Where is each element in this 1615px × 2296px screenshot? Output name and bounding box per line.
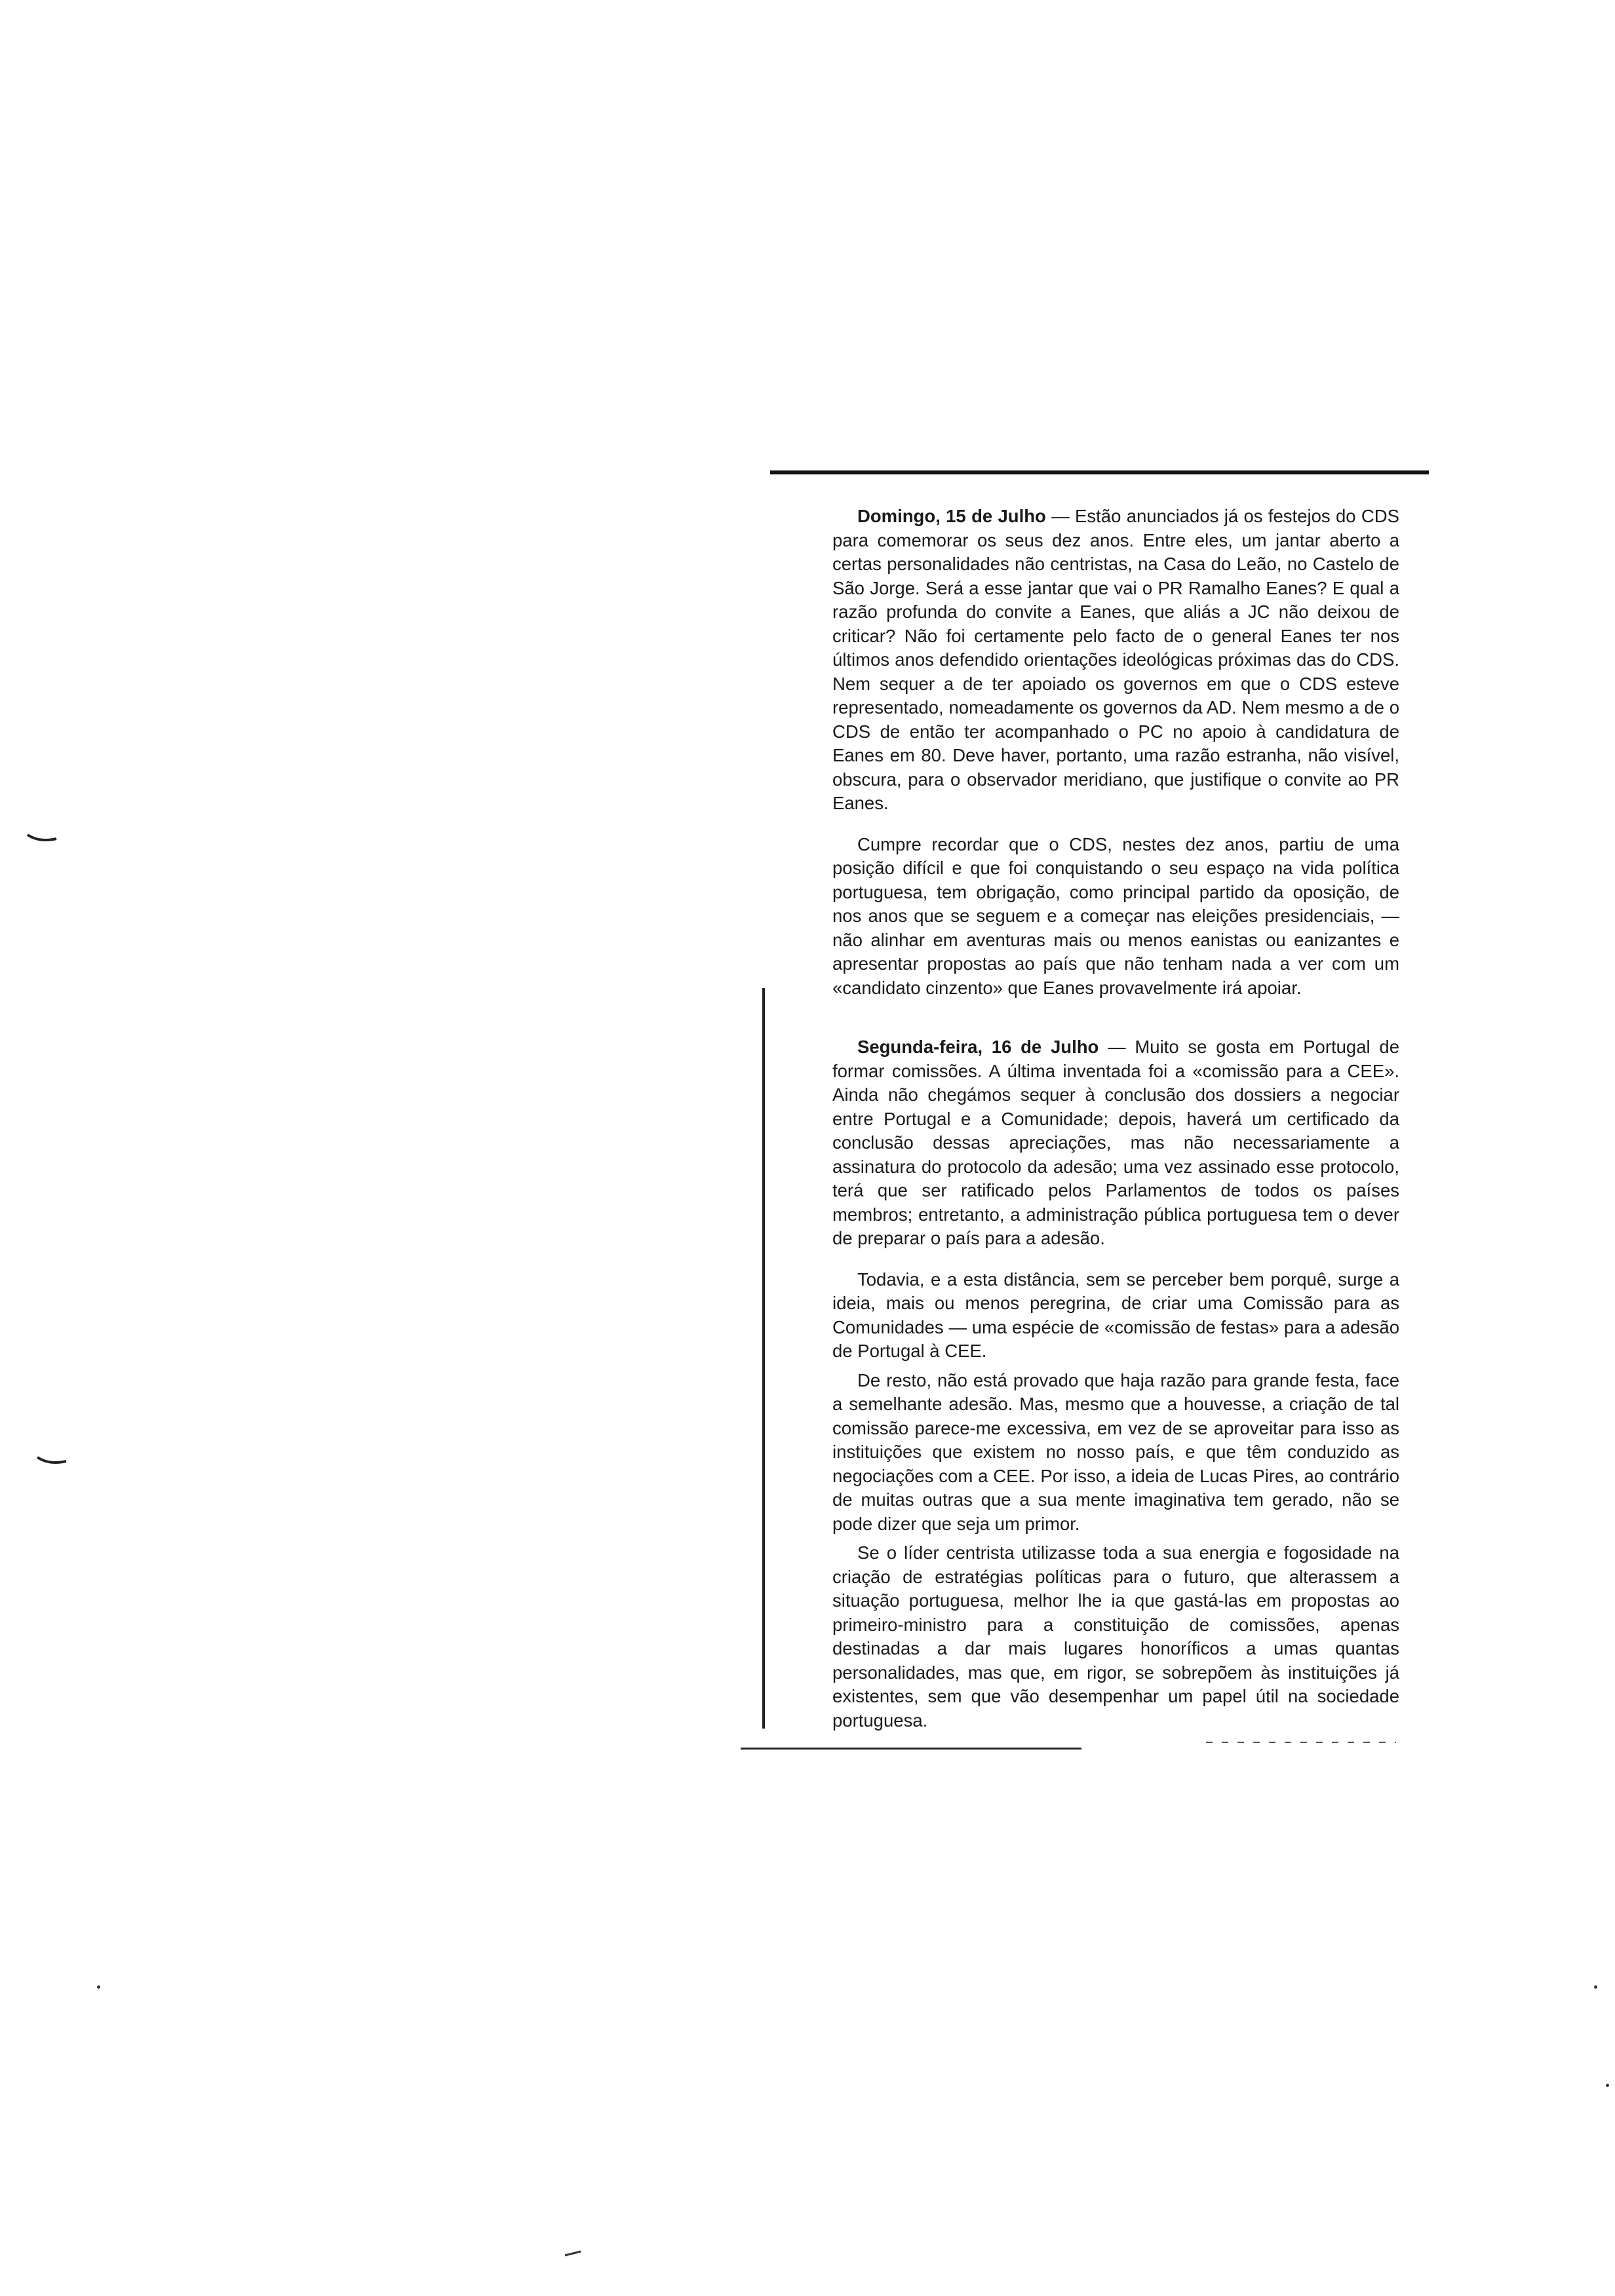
scan-mark-3 (564, 2249, 583, 2258)
margin-bar (762, 988, 765, 1729)
dateline-domingo: Domingo, 15 de Julho (857, 506, 1046, 526)
paragraph-1 (832, 505, 1399, 816)
top-rule (770, 470, 1429, 474)
paragraph-6: Se o líder centrista utilizasse toda a sua energia e fogosidade na criação de estratégias políticas para o futuro, que alterassem a situação portuguesa, melhor lhe ia que gastá-las em propostas ao primeiro-ministro para a constituição de comissões, apenas destinadas a dar mais lugares honoríficos a umas quantas personalidades, mas que, em rigor, se sobrepõem às instituições já existentes, sem que vão desempenhar um papel útil na sociedade portuguesa. (832, 1542, 1399, 1731)
paragraph-2: Cumpre recordar que o CDS, nestes dez anos, partiu de uma posição difícil e que foi conquistando o seu espaço na vida política portuguesa, tem obrigação, como principal partido da oposição, de nos anos que se seguem e a começar nas eleições presidenciais, — não alinhar em aventuras mais ou menos eanistas ou eanizantes e apresentar propostas ao país que não tenham nada a ver com um «candidato cinzento» que Eanes provavelmente irá apoiar. (832, 833, 1399, 998)
bottom-rule (741, 1748, 1081, 1750)
scan-dot-2 (1594, 1985, 1597, 1989)
scan-mark-1 (26, 832, 59, 845)
paragraph-4: Todavia, e a esta distância, sem se perceber bem porquê, surge a ideia, mais ou menos peregrina, de criar uma Comissão para as Comunidades — uma espécie de «comissão de festas» para a adesão de Portugal à CEE. (832, 1269, 1399, 1361)
scan-dot-1 (97, 1985, 100, 1989)
bottom-rule-dashed (1206, 1742, 1396, 1743)
paragraph-3-body: — Muito se gosta em Portugal de formar comissões. A última inventada foi a «comissão para a CEE». Ainda não chegámos sequer à conclusão dos dossiers a negociar entre Portugal e a Comunidade; depois, haverá um certificado da conclusão dessas apreciações, mas não necessariamente a assinatura do protocolo da adesão; uma vez assinado esse protocolo, terá que ser ratificado pelos Parlamentos de todos os países membros; entretanto, a administração pública portuguesa tem o dever de preparar o país para a adesão. (832, 1037, 1399, 1248)
scan-dot-3 (1606, 2084, 1609, 2087)
dateline-segunda: Segunda-feira, 16 de Julho (857, 1037, 1099, 1057)
scan-mark-2 (36, 1455, 69, 1468)
paragraph-5: De resto, não está provado que haja razão para grande festa, face a semelhante adesão. Mas, mesmo que a houvesse, a criação de tal comissão parece-me excessiva, em vez de se aproveitar para isso as instituições que existem no nosso país, e que têm conduzido as negociações com a CEE. Por isso, a ideia de Lucas Pires, ao contrário de muitas outras que a sua mente imaginativa tem gerado, não se pode dizer que seja um primor. (832, 1369, 1399, 1534)
paragraph-3 (832, 1035, 1399, 1251)
paragraph-1-body: — Estão anunciados já os festejos do CDS para comemorar os seus dez anos. Entre eles, um jantar aberto a certas personalidades não centristas, na Casa do Leão, no Castelo de São Jorge. Será a esse jantar que vai o PR Ramalho Eanes? E qual a razão profunda do convite a Eanes, que aliás a JC não deixou de criticar? Não foi certamente pelo facto de o general Eanes ter nos últimos anos defendido orientações ideológicas próximas das do CDS. Nem sequer a de ter apoiado os governos em que o CDS esteve representado, nomeadamente os governos da AD. Nem mesmo a de o CDS de então ter acompanhado o PC no apoio à candidatura de Eanes em 80. Deve haver, portanto, uma razão estranha, não visível, obscura, para o observador meridiano, que justifique o convite ao PR Eanes. (832, 506, 1399, 813)
article-column (832, 505, 1399, 1732)
